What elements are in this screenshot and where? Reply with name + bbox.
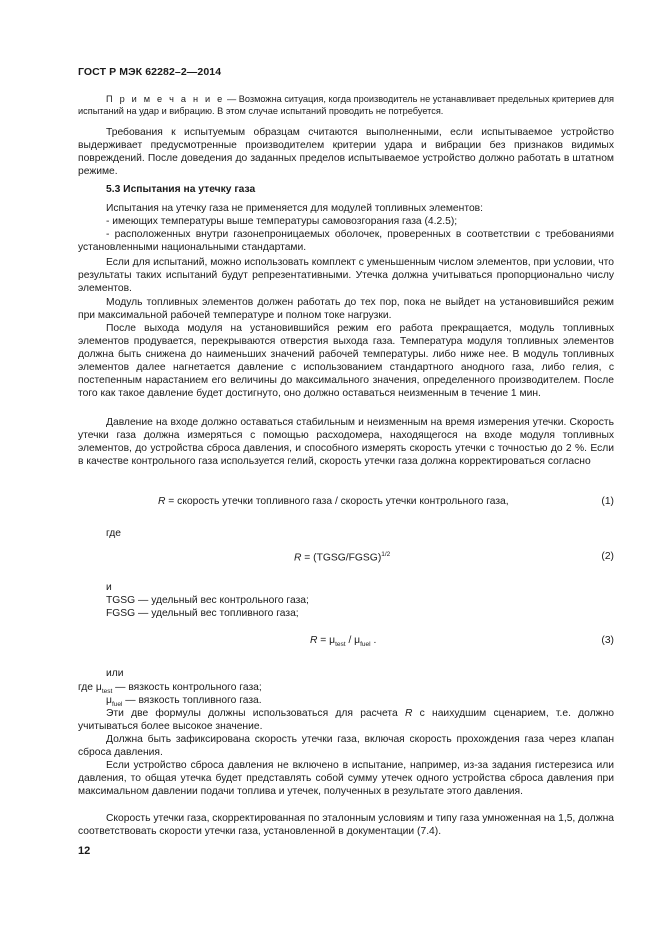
formula-3-div: / μ xyxy=(345,635,361,646)
paragraph-kit: Если для испытаний, можно использовать комплект с уменьшенным числом элементов, при условии, что результаты таких испытаний будут репрезентативными. Утечка должна учитываться пропорционально числу элементов. xyxy=(78,257,614,294)
equation-number-2: (2) xyxy=(601,551,614,562)
and-label: и xyxy=(106,582,112,593)
page-number: 12 xyxy=(78,845,91,857)
mu-test-symbol: где μ xyxy=(78,682,102,693)
paragraph-after-shutdown: После выхода модуля на установившийся режим его работа прекращается, модуль топливных элементов продувается, перекрываются отверстия выхода газа. Температура модуля топливных элементов должна быть снижена до наименьших значений рабочей температуры. либо ниже нее. В модуль топливных элементов далее нагнетается давление с использованием стандартного анодного газа, либо гелия, с постепенным нарастанием его величины до максимального значения, определенного производителем. После того как такое давление будет достигнуто, оно должно оставаться неизменным в течение 1 мин. xyxy=(78,323,614,399)
formula-3-sub-test: test xyxy=(335,641,346,649)
formula-3-sub-fuel: fuel xyxy=(360,641,371,649)
formula-2 xyxy=(294,551,390,563)
formula-1-variable: R xyxy=(158,496,166,507)
paragraph-corrected-rate: Скорость утечки газа, скорректированная по эталонным условиям и типу газа умноженная на 1,5, должна соответствовать скорости утечки газа, установленной в документации (7.4). xyxy=(78,813,614,837)
formula-3-mu: = μ xyxy=(317,635,336,646)
mu-test-sub: test xyxy=(101,688,113,696)
paragraph-formulas-text-1: Эти две формулы должны использоваться для расчета xyxy=(106,708,405,719)
mu-fuel-symbol: μ xyxy=(106,695,112,706)
paragraph-module: Модуль топливных элементов должен работать до тех пор, пока не выйдет на установившийся режим при максимальной рабочей температуре и полном токе нагрузки. xyxy=(78,297,614,321)
paragraph-formulas xyxy=(78,707,614,733)
paragraph-fixed-rate: Должна быть зафиксирована скорость утечки газа, включая скорость прохождения газа через клапан сброса давления. xyxy=(78,734,614,758)
note xyxy=(78,93,614,117)
paragraph-formulas-text-2: с наихудшим сценарием, т.е. должно учитываться более высокое значение. xyxy=(78,708,614,732)
section-heading: 5.3 Испытания на утечку газа xyxy=(106,184,256,195)
formula-1-body: = скорость утечки топливного газа / скорость утечки контрольного газа, xyxy=(165,496,509,507)
formula-2-variable: R xyxy=(294,552,302,564)
document-header: ГОСТ Р МЭК 62282–2—2014 xyxy=(78,66,222,78)
list-item: - имеющих температуры выше температуры самовозгорания газа (4.2.5); xyxy=(106,216,458,227)
mu-fuel-text: — вязкость топливного газа. xyxy=(122,695,262,706)
paragraph-requirements: Требования к испытуемым образцам считаются выполненными, если испытываемое устройство выдерживает предусмотренные производителем критерии удара и вибрации без признаков видимых повреждений. После доведения до заданных пределов испытываемое устройство должно работать в штатном режиме. xyxy=(78,127,614,177)
formula-2-body: = (TGSG/FGSG) xyxy=(301,552,382,564)
mu-test-text: — вязкость контрольного газа; xyxy=(112,682,262,693)
formula-3 xyxy=(310,635,376,648)
formula-3-tail: . xyxy=(370,635,377,646)
paragraph-pressure: Давление на входе должно оставаться стабильным и неизменным на время измерения утечки. Скорость утечки газа должна измеряться с помощью расходомера, находящегося на входе модуля топливных элементов, до устройства сброса давления, и способного измерять скорость утечки с точностью до 2 %. Если в качестве контрольного газа используется гелий, скорость утечки газа должна корректироваться согласно xyxy=(78,417,614,467)
note-text: — Возможна ситуация, когда производитель не устанавливает предельных критериев для испытаний на удар и вибрацию. В этом случае испытаний проводить не потребуется. xyxy=(78,94,614,116)
paragraph-formulas-variable: R xyxy=(404,708,413,719)
where-label: где xyxy=(106,528,122,539)
paragraph-relief-device: Если устройство сброса давления не включено в испытание, например, из-за задания гистерезиса или давления, то общая утечка будет представлять собой сумму утечек одного устройства сброса давления при максимальном давлении подачи топлива и утечек, полученных в результате этого давления. xyxy=(78,760,614,797)
paragraph-intro: Испытания на утечку газа не применяется для модулей топливных элементов: xyxy=(106,203,483,214)
note-label: П р и м е ч а н и е xyxy=(106,94,225,104)
formula-3-variable: R xyxy=(310,635,318,646)
or-label: или xyxy=(106,668,124,679)
mu-fuel-sub: fuel xyxy=(111,701,123,709)
definition-tgsg: TGSG — удельный вес контрольного газа; xyxy=(106,595,309,606)
equation-number-1: (1) xyxy=(601,496,614,507)
formula-1 xyxy=(158,496,509,507)
list-item: - расположенных внутри газонепроницаемых оболочек, проверенных в соответствии с требованиями установленными национальными стандартами. xyxy=(78,229,614,253)
equation-number-3: (3) xyxy=(601,635,614,646)
formula-2-exponent: 1/2 xyxy=(381,551,391,558)
definition-fgsg: FGSG — удельный вес топливного газа; xyxy=(106,608,299,619)
